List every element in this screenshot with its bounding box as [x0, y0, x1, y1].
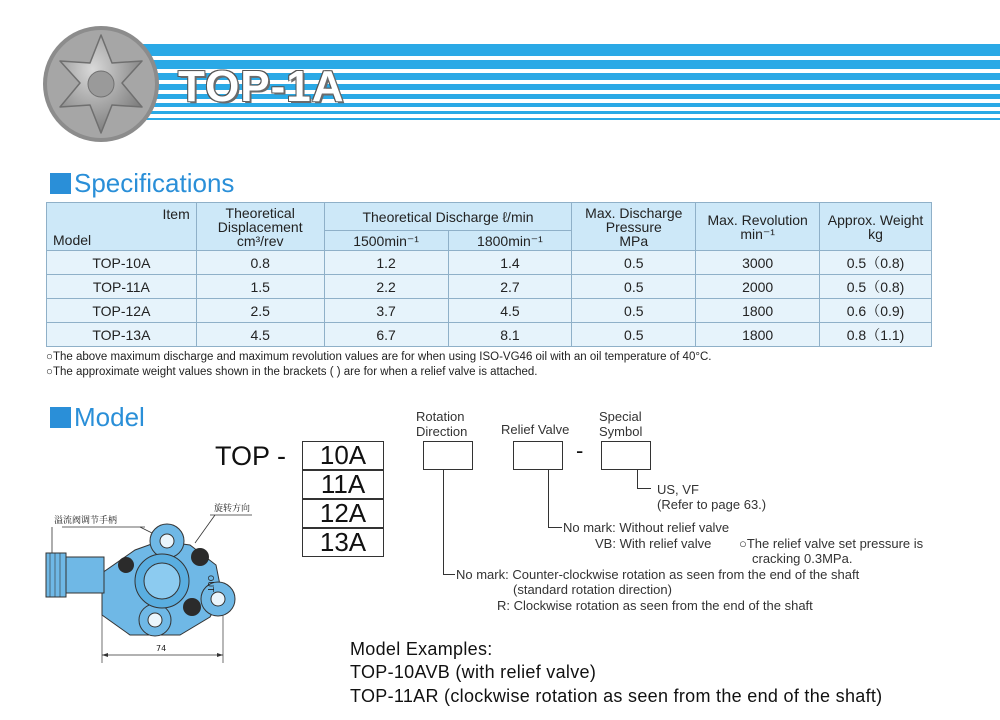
drawing-label-relief: 溢流阀调节手柄	[54, 516, 118, 526]
rotation-standard-desc: (standard rotation direction)	[513, 582, 672, 597]
pump-gear-icon	[42, 25, 160, 143]
special-symbol-box	[601, 441, 651, 470]
spec-note-2: ○The approximate weight values shown in the brackets ( ) are for when a relief valve is attached.	[46, 366, 538, 378]
specifications-table	[46, 202, 932, 347]
model-code-13a: 13A	[302, 528, 384, 557]
drawing-label-rotation: 旋转方向	[214, 504, 251, 514]
rotation-direction-label: Rotation Direction	[416, 409, 468, 439]
rpm1500-header: 1500min⁻¹	[324, 231, 448, 251]
model-code-10a: 10A	[302, 441, 384, 470]
model-dash: -	[576, 438, 584, 463]
table-row: TOP-12A 2.5 3.7 4.5 0.5 1800 0.6（0.9)	[47, 299, 932, 323]
rotation-direction-box	[423, 441, 473, 470]
table-row: TOP-11A 1.5 2.2 2.7 0.5 2000 0.5（0.8)	[47, 275, 932, 299]
model-code-11a: 11A	[302, 470, 384, 499]
special-symbol-desc: US, VF (Refer to page 63.)	[657, 482, 767, 512]
pump-drawing	[40, 495, 255, 665]
relief-no-mark-desc: No mark: Without relief valve	[563, 520, 730, 535]
model-examples-heading: Model Examples:	[350, 639, 493, 659]
pressure-header: Max. Discharge Pressure MPa	[572, 203, 696, 251]
model-example-1: TOP-10AVB (with relief valve)	[350, 662, 597, 682]
weight-header: Approx. Weight kg	[820, 203, 932, 251]
rpm1800-header: 1800min⁻¹	[448, 231, 572, 251]
drawing-label-out: OUT	[206, 575, 215, 593]
relief-valve-box	[513, 441, 563, 470]
page-title: TOP-1A	[178, 62, 345, 111]
model-example-2: TOP-11AR (clockwise rotation as seen from the end of the shaft)	[350, 686, 883, 706]
model-prefix: TOP -	[215, 441, 287, 471]
discharge-header: Theoretical Discharge ℓ/min	[324, 203, 572, 231]
model-code-12a: 12A	[302, 499, 384, 528]
spec-note-1: ○The above maximum discharge and maximum revolution values are for when using ISO-VG46 oil with an oil temperature of 40°C.	[46, 351, 712, 363]
rotation-no-mark-desc: No mark: Counter-clockwise rotation as seen from the end of the shaft	[456, 567, 860, 582]
rotation-r-desc: R: Clockwise rotation as seen from the end of the shaft	[497, 598, 813, 613]
drawing-dimension: 74	[156, 644, 167, 653]
table-row: TOP-13A 4.5 6.7 8.1 0.5 1800 0.8（1.1)	[47, 323, 932, 347]
model-heading: Model	[50, 402, 145, 433]
relief-vb-desc: VB: With relief valve	[595, 536, 712, 551]
specifications-heading: Specifications	[50, 168, 234, 199]
special-symbol-label: Special Symbol	[599, 409, 643, 439]
displacement-header: Theoretical Displacement cm³/rev	[196, 203, 324, 251]
relief-valve-label: Relief Valve	[501, 422, 570, 437]
item-model-header: Item Model	[47, 203, 197, 251]
revolution-header: Max. Revolution min⁻¹	[696, 203, 820, 251]
table-row: TOP-10A 0.8 1.2 1.4 0.5 3000 0.5（0.8)	[47, 251, 932, 275]
relief-pressure-note: ○The relief valve set pressure is cracking 0.3MPa.	[739, 536, 924, 566]
